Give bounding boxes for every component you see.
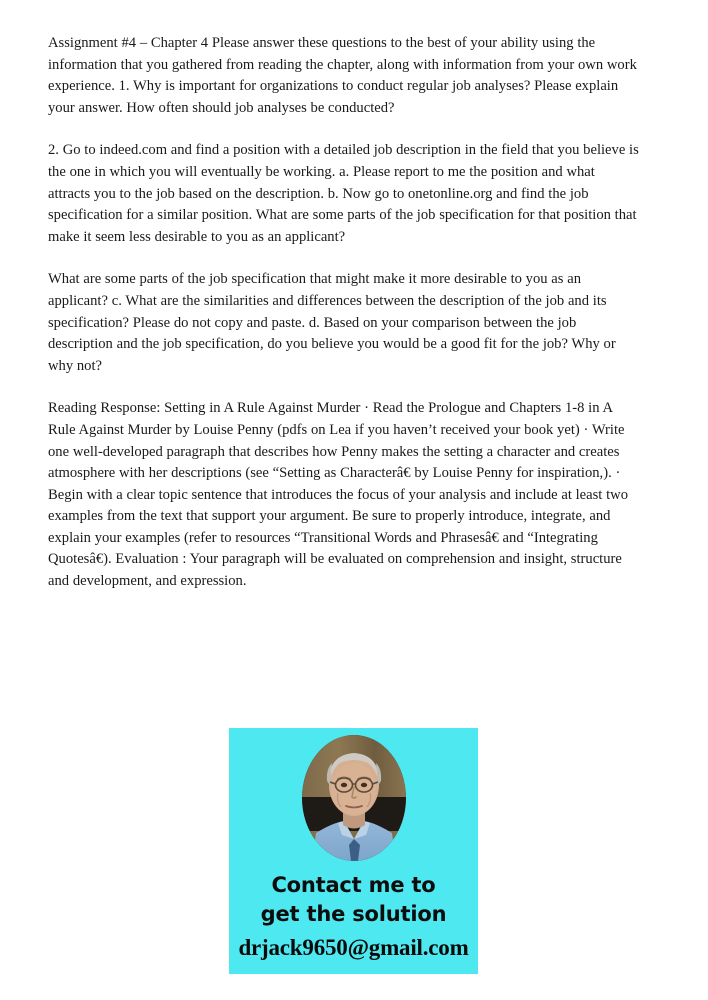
paragraph-question-continued: What are some parts of the job specification that might make it more desirable to you as an applicant? c. What are the similarities and differences between the description of the job and its specification? Please do not copy and paste. d. Based on your comparison between the job description and the job specification, do you believe you would be a good fit for the job? Why or why not?: [48, 271, 616, 374]
paragraph-question-2: 2. Go to indeed.com and find a position with a detailed job description in the field that you believe is the one in which you will eventually be working. a. Please report to me the position and what attracts you to the job based on the description. b. Now go to onetonline.org and find the job specification for a similar position. What are some parts of the job specification for that position that make it seem less desirable to you as an applicant?: [48, 142, 639, 245]
promo-email-address[interactable]: drjack9650@gmail.com: [238, 935, 469, 960]
document-text-body: [48, 33, 640, 593]
paragraph-reading-response: Reading Response: Setting in A Rule Against Murder · Read the Prologue and Chapters 1-8 in A Rule Against Murder by Louise Penny (pdfs on Lea if you haven’t received your book yet) · Write one well-developed paragraph that describes how Penny makes the setting a character and creates atmosphere with her descriptions (see “Setting as Characterâ€ by Louise Penny for inspiration,). · Begin with a clear topic sentence that introduces the focus of your analysis and include at least two examples from the text that support your argument. Be sure to properly introduce, integrate, and explain your examples (refer to resources “Transitional Words and Phrasesâ€ and “Integrating Quotesâ€). Evaluation : Your paragraph will be evaluated on comprehension and insight, structure and development, and expression.: [48, 400, 628, 590]
paragraph-assignment-intro: Assignment #4 – Chapter 4 Please answer these questions to the best of your ability using the information that you gathered from reading the chapter, along with information from your own work experience. 1. Why is important for organizations to conduct regular job analyses? Please explain your answer. How often should job analyses be conducted?: [48, 35, 637, 116]
promo-heading-line-1: Contact me to: [271, 873, 436, 897]
portrait-photo: [302, 735, 406, 861]
promo-heading: [261, 871, 447, 929]
contact-promo-card[interactable]: [229, 728, 478, 974]
promo-heading-line-2: get the solution: [260, 902, 447, 926]
